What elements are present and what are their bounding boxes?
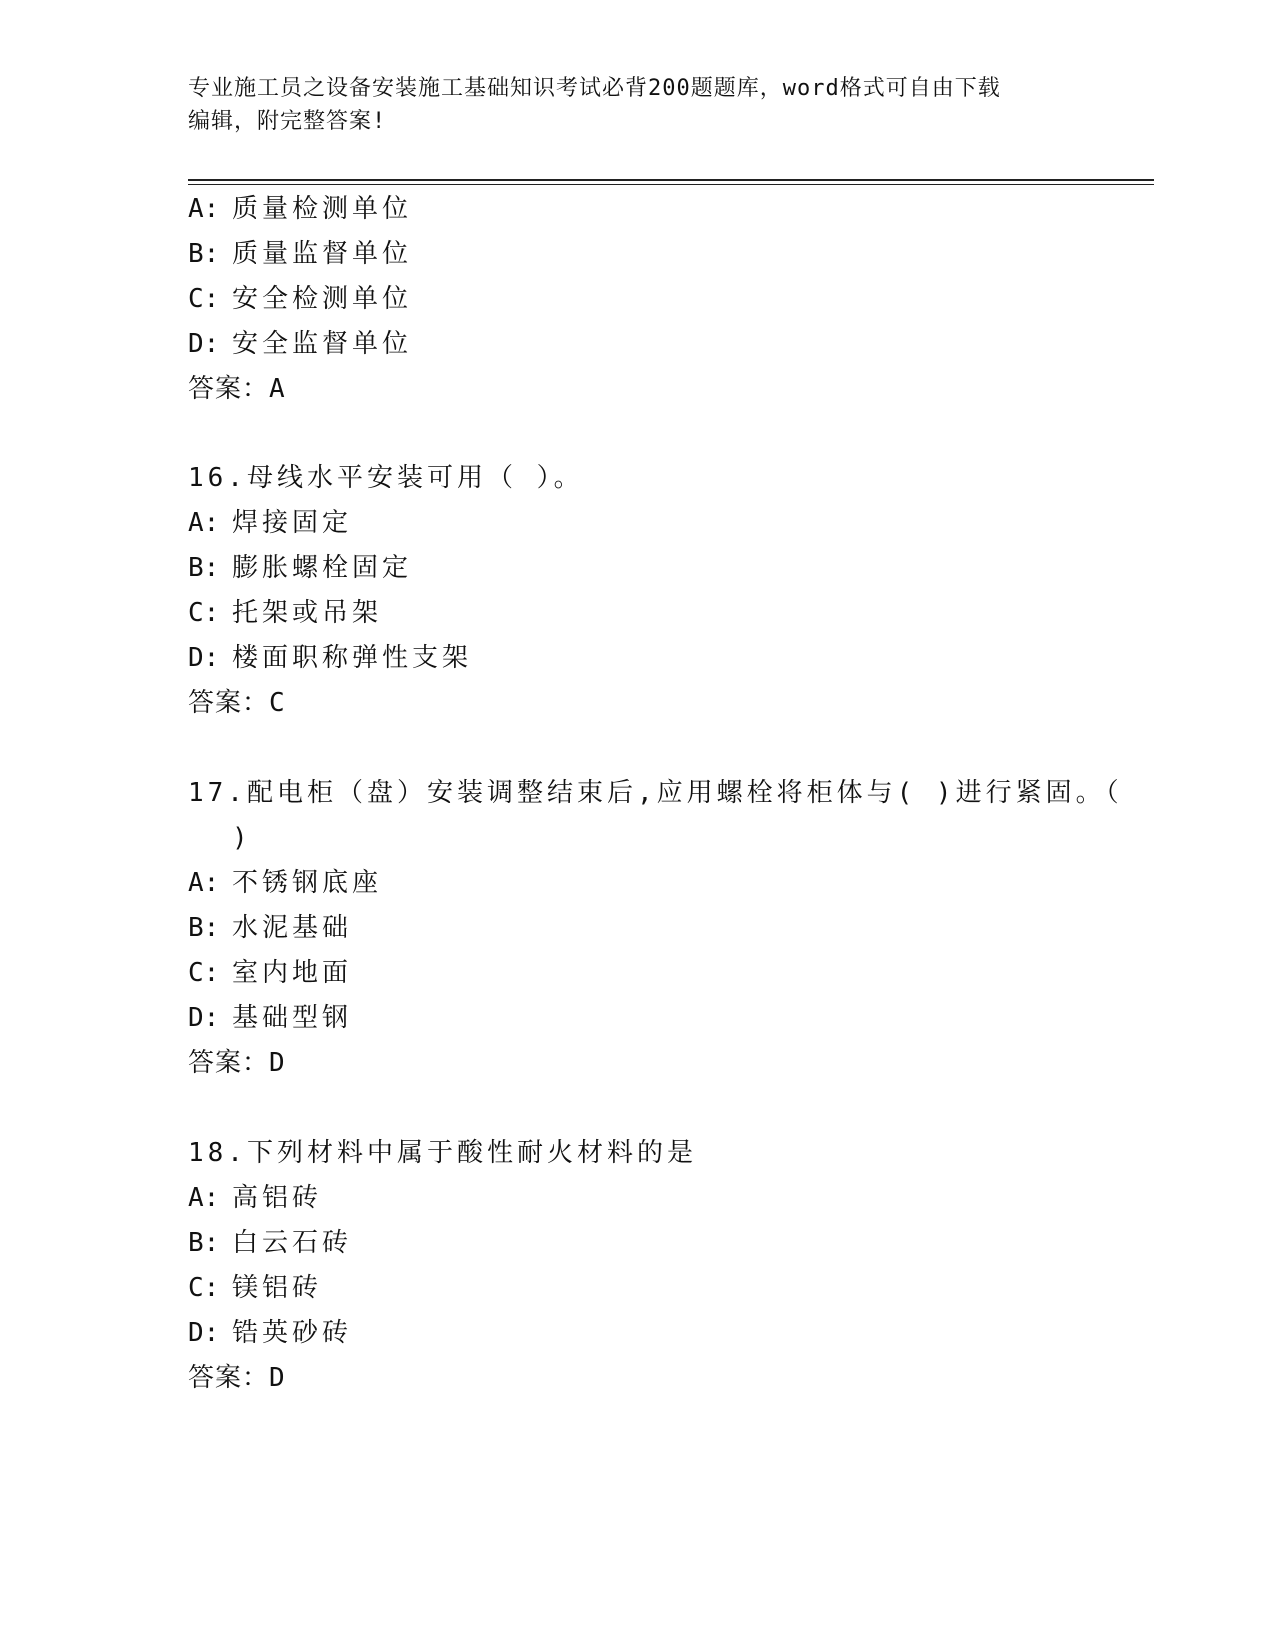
option-label: D: [188, 1318, 220, 1348]
option-label: C: [188, 958, 220, 988]
option-c [188, 1271, 322, 1305]
answer-line: 答案：C [188, 688, 286, 718]
option-label: A: [188, 194, 220, 224]
document-header [188, 72, 1088, 138]
option-label: A: [188, 1183, 220, 1213]
question-18: 18.下列材料中属于酸性耐火材料的是 [188, 1138, 697, 1168]
option-label: D: [188, 1003, 220, 1033]
question-17-continuation: ) [232, 823, 248, 853]
option-label: D: [188, 643, 220, 673]
option-b [188, 911, 352, 945]
option-text: 室内地面 [232, 958, 353, 988]
option-text: 楼面职称弹性支架 [232, 643, 473, 673]
question-17: 17.配电柜（盘）安装调整结束后,应用螺栓将柜体与( )进行紧固。（ [188, 778, 1123, 808]
option-text: 膨胀螺栓固定 [232, 553, 413, 583]
answer-line: 答案：A [188, 374, 286, 404]
option-d [188, 327, 412, 361]
option-label: C: [188, 284, 220, 314]
option-text: 白云石砖 [232, 1228, 353, 1258]
option-text: 质量监督单位 [232, 239, 413, 269]
option-a [188, 866, 382, 900]
option-label: C: [188, 1273, 220, 1303]
header-line-1: 专业施工员之设备安装施工基础知识考试必背200题题库，word格式可自由下载 [188, 76, 1001, 101]
option-label: B: [188, 553, 220, 583]
header-line-2: 编辑，附完整答案! [188, 109, 387, 134]
option-label: B: [188, 239, 220, 269]
option-label: B: [188, 913, 220, 943]
header-divider-thin [188, 184, 1154, 185]
option-text: 高铝砖 [232, 1183, 323, 1213]
option-c [188, 956, 352, 990]
option-text: 焊接固定 [232, 508, 353, 538]
option-label: A: [188, 868, 220, 898]
header-divider-thick [188, 179, 1154, 181]
answer-line: 答案：D [188, 1048, 286, 1078]
option-d [188, 1316, 352, 1350]
question-16: 16.母线水平安装可用（ ）。 [188, 463, 584, 493]
option-text: 质量检测单位 [232, 194, 413, 224]
option-d [188, 641, 472, 675]
option-text: 水泥基础 [232, 913, 353, 943]
answer-line: 答案：D [188, 1363, 286, 1393]
option-label: B: [188, 1228, 220, 1258]
option-text: 基础型钢 [232, 1003, 353, 1033]
option-text: 不锈钢底座 [232, 868, 383, 898]
option-text: 安全检测单位 [232, 284, 413, 314]
option-d [188, 1001, 352, 1035]
option-b [188, 237, 412, 271]
option-a [188, 506, 352, 540]
option-c [188, 596, 382, 630]
option-a [188, 192, 412, 226]
option-text: 托架或吊架 [232, 598, 383, 628]
option-text: 安全监督单位 [232, 329, 413, 359]
option-text: 镁铝砖 [232, 1273, 323, 1303]
option-a [188, 1181, 322, 1215]
option-label: D: [188, 329, 220, 359]
option-text: 锆英砂砖 [232, 1318, 353, 1348]
option-b [188, 551, 412, 585]
option-c [188, 282, 412, 316]
option-b [188, 1226, 352, 1260]
option-label: A: [188, 508, 220, 538]
option-label: C: [188, 598, 220, 628]
